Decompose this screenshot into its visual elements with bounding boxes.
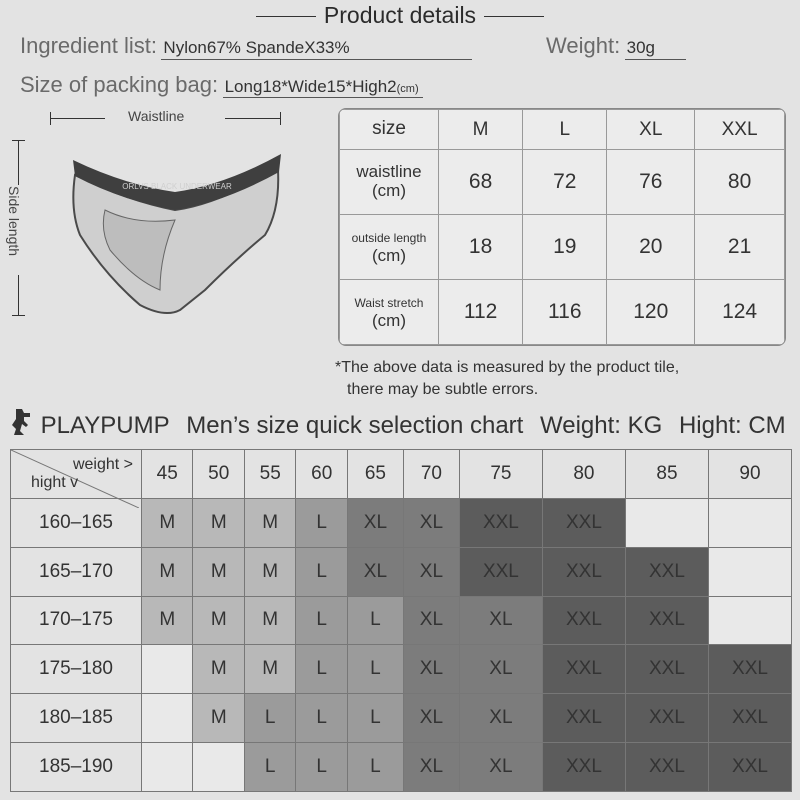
size-recommendation-cell: XL [459,645,542,694]
size-recommendation-cell [708,498,791,547]
size-recommendation-cell: XXL [625,645,708,694]
size-recommendation-cell: XXL [708,645,791,694]
size-recommendation-cell: XL [403,547,459,596]
size-recommendation-cell: M [193,498,244,547]
size-cell: 112 [439,280,523,345]
title-rule-right [484,16,544,17]
size-recommendation-cell: M [193,694,244,743]
size-recommendation-cell: M [244,596,295,645]
size-table-header [340,110,785,150]
size-recommendation-cell: L [296,547,347,596]
weight-header-cell: 60 [296,450,347,499]
size-recommendation-cell: L [296,743,347,792]
size-recommendation-cell: L [347,694,403,743]
height-range-cell: 160–165 [11,498,142,547]
size-recommendation-cell: XL [347,498,403,547]
size-recommendation-cell [625,498,708,547]
size-recommendation-cell: M [244,498,295,547]
weight-label: Weight: [546,33,621,58]
quick-table-row [11,743,792,792]
size-header-cell: M [439,110,523,150]
size-recommendation-cell: M [193,645,244,694]
size-cell: 80 [695,150,785,215]
size-table-grid [339,109,785,345]
size-recommendation-cell: XL [403,694,459,743]
corner-height-label: hight v [31,473,79,491]
size-recommendation-cell: XL [347,547,403,596]
weight-header-cell: 75 [459,450,542,499]
weight-header-cell: 90 [708,450,791,499]
quick-table-grid [10,449,792,792]
size-cell: 116 [523,280,607,345]
size-cell: 21 [695,215,785,280]
size-recommendation-cell: XL [403,743,459,792]
size-recommendation-cell: XL [459,743,542,792]
garment-body [73,170,278,313]
weight-header-cell: 65 [347,450,403,499]
size-recommendation-cell [708,547,791,596]
size-recommendation-cell [142,743,193,792]
height-range-cell: 175–180 [11,645,142,694]
packing-unit: (cm) [396,83,419,95]
size-recommendation-cell: XXL [542,547,625,596]
size-table [338,108,786,346]
size-header-cell: size [340,110,439,150]
size-cell: 18 [439,215,523,280]
ingredient-value: Nylon67% SpandeX33% [161,38,472,60]
page-title: Product details [0,2,800,29]
size-recommendation-cell: XXL [708,694,791,743]
weight-unit: Weight: KG [540,412,663,439]
waistline-label: Waistline [128,108,185,124]
size-recommendation-cell: M [142,547,193,596]
size-recommendation-cell: XXL [542,694,625,743]
size-table-row [340,280,785,345]
weight-header-row [11,450,792,499]
size-cell: 68 [439,150,523,215]
weight-line [546,33,686,60]
size-cell: 20 [607,215,695,280]
size-recommendation-cell: XXL [459,498,542,547]
size-recommendation-cell: M [193,547,244,596]
height-range-cell: 165–170 [11,547,142,596]
packing-value [223,77,423,98]
size-table-row [340,150,785,215]
size-recommendation-cell: XXL [459,547,542,596]
size-table-row [340,215,785,280]
size-recommendation-cell: XXL [625,547,708,596]
brand-name: PLAYPUMP [40,412,170,439]
size-cell: 124 [695,280,785,345]
size-recommendation-cell: XXL [542,596,625,645]
size-recommendation-cell: M [193,596,244,645]
note-line-2: there may be subtle errors. [347,381,539,398]
height-range-cell: 170–175 [11,596,142,645]
side-arrow-bottom [18,275,19,315]
weight-header-cell: 55 [244,450,295,499]
size-cell: 19 [523,215,607,280]
quick-table-row [11,645,792,694]
weight-value: 30g [625,38,686,60]
dinosaur-logo-icon [8,407,34,437]
size-recommendation-cell: XL [403,645,459,694]
size-recommendation-cell [193,743,244,792]
size-header-cell: L [523,110,607,150]
note-line-1: *The above data is measured by the product tile, [335,359,680,376]
height-range-cell: 180–185 [11,694,142,743]
side-length-label: Side length [6,186,22,257]
side-arrow-top [18,140,19,185]
size-recommendation-cell: L [296,694,347,743]
size-recommendation-cell: L [347,743,403,792]
measurement-note [335,357,679,401]
size-recommendation-cell: XXL [708,743,791,792]
quick-chart-title: Men’s size quick selection chart [186,412,524,439]
size-recommendation-cell: XXL [625,743,708,792]
quick-table-row [11,694,792,743]
waistline-tick-left [50,112,51,125]
packing-label: Size of packing bag: [20,72,219,97]
side-tick-bottom [12,315,25,316]
size-recommendation-cell: XL [459,694,542,743]
weight-header-cell: 85 [625,450,708,499]
size-recommendation-cell [708,596,791,645]
corner-weight-label: weight > [72,456,133,473]
quick-selection-table [10,449,792,792]
size-recommendation-cell: L [347,645,403,694]
size-recommendation-cell [142,694,193,743]
packing-line [20,72,423,98]
size-recommendation-cell: XL [403,596,459,645]
title-rule-left [256,16,316,17]
size-recommendation-cell: XL [403,498,459,547]
size-recommendation-cell: L [244,694,295,743]
ingredient-line [20,33,472,60]
size-recommendation-cell: M [142,596,193,645]
quick-chart-heading [8,407,796,440]
size-recommendation-cell: L [347,596,403,645]
waistline-arrow-left [50,118,105,119]
height-range-cell: 185–190 [11,743,142,792]
quick-table-row [11,547,792,596]
waistband-text: ORLVS BLACK UNDERWEAR [122,182,232,191]
size-recommendation-cell: M [244,645,295,694]
size-recommendation-cell: L [244,743,295,792]
size-header-cell: XL [607,110,695,150]
size-recommendation-cell: XXL [542,743,625,792]
size-cell: 120 [607,280,695,345]
waistline-arrow-right [225,118,280,119]
size-recommendation-cell: XXL [625,694,708,743]
size-row-label: waistline (cm) [340,150,439,215]
corner-cell [11,450,142,499]
size-recommendation-cell: L [296,596,347,645]
size-recommendation-cell [142,645,193,694]
size-row-label: outside length (cm) [340,215,439,280]
waistline-tick-right [280,112,281,125]
ingredient-label: Ingredient list: [20,33,157,58]
size-row-label: Waist stretch (cm) [340,280,439,345]
size-recommendation-cell: L [296,498,347,547]
weight-header-cell: 50 [193,450,244,499]
weight-header-cell: 80 [542,450,625,499]
side-tick-top [12,140,25,141]
weight-header-cell: 70 [403,450,459,499]
size-recommendation-cell: XXL [625,596,708,645]
underwear-diagram [65,140,290,320]
quick-table-row [11,596,792,645]
size-recommendation-cell: XL [459,596,542,645]
size-header-cell: XXL [695,110,785,150]
size-recommendation-cell: M [244,547,295,596]
size-recommendation-cell: M [142,498,193,547]
size-recommendation-cell: XXL [542,645,625,694]
size-cell: 72 [523,150,607,215]
size-recommendation-cell: L [296,645,347,694]
weight-header-cell: 45 [142,450,193,499]
height-unit: Hight: CM [678,412,786,439]
size-recommendation-cell: XXL [542,498,625,547]
size-cell: 76 [607,150,695,215]
packing-dimensions: Long18*Wide15*High2 [224,77,397,96]
